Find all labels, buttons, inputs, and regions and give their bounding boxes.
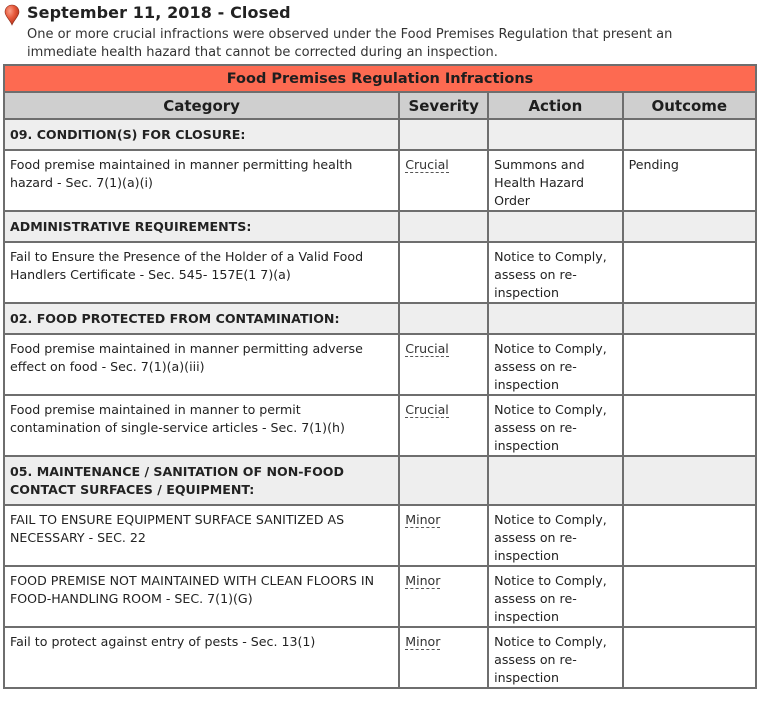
cell-action xyxy=(488,456,622,505)
cell-category: Food premise maintained in manner permitting health hazard - Sec. 7(1)(a)(i) xyxy=(4,150,399,211)
cell-outcome xyxy=(623,334,756,395)
cell-category: FOOD PREMISE NOT MAINTAINED WITH CLEAN FLOORS IN FOOD-HANDLING ROOM - SEC. 7(1)(G) xyxy=(4,566,399,627)
table-row xyxy=(4,566,756,627)
severity-link[interactable]: Minor xyxy=(405,573,441,588)
cell-outcome xyxy=(623,456,756,505)
cell-category: 09. CONDITION(S) FOR CLOSURE: xyxy=(4,119,399,150)
severity-link[interactable]: Minor xyxy=(405,634,441,649)
table-row xyxy=(4,242,756,303)
cell-outcome xyxy=(623,211,756,242)
cell-category: Fail to protect against entry of pests - Sec. 13(1) xyxy=(4,627,399,688)
column-header-action: Action xyxy=(488,92,622,119)
cell-action: Notice to Comply, assess on re-inspection xyxy=(488,566,622,627)
cell-outcome xyxy=(623,242,756,303)
infractions-table xyxy=(3,64,757,689)
table-group-row xyxy=(4,211,756,242)
cell-outcome xyxy=(623,566,756,627)
column-header-category: Category xyxy=(4,92,399,119)
cell-outcome xyxy=(623,303,756,334)
cell-action: Notice to Comply, assess on re-inspection xyxy=(488,505,622,566)
cell-category: Food premise maintained in manner to permit contamination of single-service articles - Sec. 7(1)(h) xyxy=(4,395,399,456)
cell-category: Food premise maintained in manner permitting adverse effect on food - Sec. 7(1)(a)(iii) xyxy=(4,334,399,395)
severity-link[interactable]: Crucial xyxy=(405,157,449,172)
map-pin-icon xyxy=(4,4,20,26)
cell-severity xyxy=(399,211,488,242)
cell-outcome xyxy=(623,505,756,566)
cell-outcome: Pending xyxy=(623,150,756,211)
cell-severity xyxy=(399,505,488,566)
table-row xyxy=(4,505,756,566)
inspection-description: One or more crucial infractions were observed under the Food Premises Regulation that present an immediate health hazard that cannot be corrected during an inspection. xyxy=(27,27,673,60)
cell-action: Notice to Comply, assess on re-inspection xyxy=(488,627,622,688)
cell-severity xyxy=(399,242,488,303)
cell-severity xyxy=(399,395,488,456)
cell-category: 05. MAINTENANCE / SANITATION OF NON-FOOD CONTACT SURFACES / EQUIPMENT: xyxy=(4,456,399,505)
inspection-title: September 11, 2018 - Closed xyxy=(27,3,291,22)
table-group-row xyxy=(4,303,756,334)
column-header-outcome: Outcome xyxy=(623,92,756,119)
cell-severity xyxy=(399,150,488,211)
severity-link[interactable]: Minor xyxy=(405,512,441,527)
cell-severity xyxy=(399,627,488,688)
severity-link[interactable]: Crucial xyxy=(405,341,449,356)
cell-outcome xyxy=(623,119,756,150)
cell-severity xyxy=(399,566,488,627)
cell-outcome xyxy=(623,395,756,456)
table-caption-row xyxy=(4,65,756,92)
cell-action: Notice to Comply, assess on re-inspection xyxy=(488,334,622,395)
cell-severity xyxy=(399,119,488,150)
table-body xyxy=(4,119,756,688)
table-group-row xyxy=(4,119,756,150)
column-header-severity: Severity xyxy=(399,92,488,119)
table-caption: Food Premises Regulation Infractions xyxy=(4,65,756,92)
cell-category: 02. FOOD PROTECTED FROM CONTAMINATION: xyxy=(4,303,399,334)
cell-category: FAIL TO ENSURE EQUIPMENT SURFACE SANITIZED AS NECESSARY - SEC. 22 xyxy=(4,505,399,566)
cell-category: Fail to Ensure the Presence of the Holder of a Valid Food Handlers Certificate - Sec. 545- 157E(1 7)(a) xyxy=(4,242,399,303)
table-group-row xyxy=(4,456,756,505)
cell-action xyxy=(488,211,622,242)
cell-severity xyxy=(399,303,488,334)
cell-outcome xyxy=(623,627,756,688)
cell-action xyxy=(488,303,622,334)
cell-action: Notice to Comply, assess on re-inspection xyxy=(488,242,622,303)
table-header-row xyxy=(4,92,756,119)
cell-action: Summons and Health Hazard Order xyxy=(488,150,622,211)
table-row xyxy=(4,627,756,688)
severity-link[interactable]: Crucial xyxy=(405,402,449,417)
cell-action: Notice to Comply, assess on re-inspection xyxy=(488,395,622,456)
table-row xyxy=(4,334,756,395)
table-row xyxy=(4,150,756,211)
cell-severity xyxy=(399,456,488,505)
cell-action xyxy=(488,119,622,150)
cell-category: ADMINISTRATIVE REQUIREMENTS: xyxy=(4,211,399,242)
table-row xyxy=(4,395,756,456)
cell-severity xyxy=(399,334,488,395)
